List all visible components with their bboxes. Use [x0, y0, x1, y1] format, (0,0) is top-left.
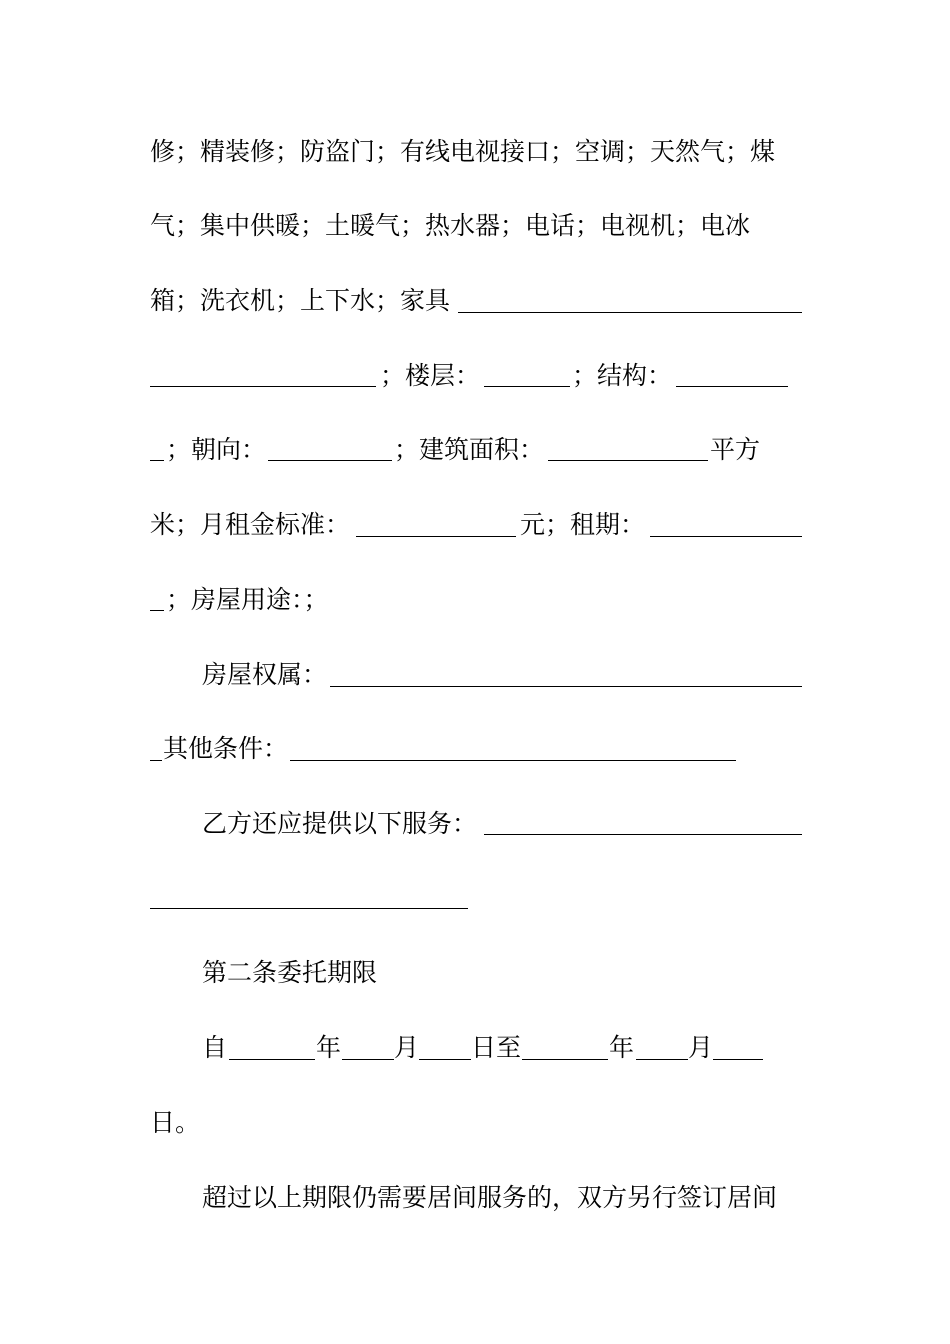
lease-blank[interactable]: [650, 536, 802, 537]
period-yue1-wrap: [394, 1030, 424, 1066]
services-blank-cont[interactable]: [150, 908, 468, 909]
end-month-blank[interactable]: [636, 1059, 688, 1060]
period-end-wrap: [150, 1105, 802, 1141]
day-to-label: 日至: [471, 1033, 522, 1062]
year-label-1: 年: [316, 1033, 342, 1062]
structure-blank-cont[interactable]: [150, 460, 164, 461]
period-zi-wrap: [202, 1030, 232, 1066]
period-yue2-wrap: [688, 1030, 718, 1066]
text-line-2: 气；集中供暖；土暖气；热水器；电话；电视机；电冰: [150, 211, 751, 240]
text-line-1: 修；精装修；防盗门；有线电视接口；空调；天然气；煤: [150, 137, 776, 166]
end-year-blank[interactable]: [522, 1059, 608, 1060]
month-label-2: 月: [688, 1033, 714, 1062]
ownership-label-wrap: [202, 657, 342, 693]
area-unit: 平方: [710, 435, 761, 464]
lease-label-wrap: [520, 507, 650, 543]
usage-label-wrap: [166, 582, 366, 618]
services-label: 乙方还应提供以下服务：: [202, 809, 478, 838]
ownership-blank-cont[interactable]: [150, 760, 162, 761]
structure-label: ；结构：: [572, 361, 673, 390]
area-unit-wrap: [710, 432, 770, 468]
end-day-blank[interactable]: [713, 1059, 763, 1060]
lease-label: 元；租期：: [520, 510, 646, 539]
lease-blank-cont[interactable]: [150, 610, 164, 611]
ownership-blank[interactable]: [330, 686, 802, 687]
structure-blank[interactable]: [676, 386, 788, 387]
floor-label: ；楼层：: [380, 361, 481, 390]
other-conditions-wrap: [163, 731, 303, 767]
period-rizhi-wrap: [471, 1030, 531, 1066]
month-label-1: 月: [394, 1033, 420, 1062]
furniture-blank-cont[interactable]: [150, 386, 376, 387]
year-label-2: 年: [609, 1033, 635, 1062]
start-day-blank[interactable]: [419, 1059, 471, 1060]
area-label-wrap: [394, 432, 554, 468]
section-title: [202, 955, 802, 991]
other-conditions-label: 其他条件：: [163, 734, 289, 763]
period-from: 自: [202, 1033, 228, 1062]
text-line-3: 箱；洗衣机；上下水；家具: [150, 286, 451, 315]
paragraph-last: [202, 1180, 802, 1216]
orientation-label-wrap: [166, 432, 266, 468]
floor-blank[interactable]: [484, 386, 570, 387]
structure-label-wrap: [572, 358, 672, 394]
paragraph-line-3: [150, 283, 802, 319]
services-label-wrap: [202, 806, 492, 842]
day-end-label: 日。: [150, 1108, 201, 1137]
furniture-blank[interactable]: [458, 312, 802, 313]
start-year-blank[interactable]: [229, 1059, 315, 1060]
services-blank[interactable]: [484, 834, 802, 835]
paragraph-line-1: [150, 134, 802, 170]
orientation-blank[interactable]: [268, 460, 392, 461]
area-label: ；建筑面积：: [394, 435, 545, 464]
orientation-label: ；朝向：: [166, 435, 267, 464]
section-title-text: 第二条委托期限: [202, 958, 378, 987]
period-nian2-wrap: [609, 1030, 639, 1066]
ownership-label: 房屋权属：: [202, 660, 328, 689]
rent-label: 米；月租金标准：: [150, 510, 351, 539]
period-nian1-wrap: [316, 1030, 346, 1066]
area-blank[interactable]: [548, 460, 708, 461]
text-last-line: 超过以上期限仍需要居间服务的，双方另行签订居间: [202, 1183, 778, 1212]
start-month-blank[interactable]: [342, 1059, 394, 1060]
paragraph-line-2: [150, 208, 802, 244]
other-conditions-blank[interactable]: [290, 760, 736, 761]
rent-label-wrap: [150, 507, 360, 543]
rent-blank[interactable]: [356, 536, 516, 537]
usage-label: ；房屋用途：；: [166, 585, 329, 614]
